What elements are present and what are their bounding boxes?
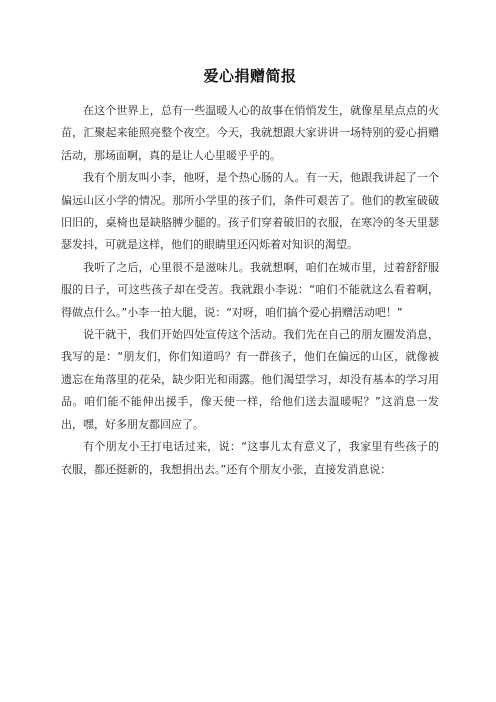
- paragraph-5: 有个朋友小王打电话过来，说：“这事儿太有意义了，我家里有些孩子的衣服，都还挺新的，我想捐出去。”还有个朋友小张，直接发消息说：: [61, 440, 439, 476]
- paragraph-2: 我有个朋友叫小李，他呀，是个热心肠的人。有一天，他跟我讲起了一个偏远山区小学的情况。那所小学里的孩子们，条件可艰苦了。他们的教室破破旧旧的，桌椅也是缺胳膊少腿的。孩子们穿着破旧的衣服，在寒冷的冬天里瑟瑟发抖，可就是这样，他们的眼睛里还闪烁着对知识的渴望。: [61, 171, 439, 252]
- document-title: 爱心捐赠简报: [203, 67, 297, 85]
- paragraph-3: 我听了之后，心里很不是滋味儿。我就想啊，咱们在城市里，过着舒舒服服的日子，可这些孩子却在受苦。我就跟小李说：“咱们不能就这么看着啊，得做点什么。”小李一拍大腿，说：“对呀，咱们搞个爱心捐赠活动吧！”: [61, 260, 439, 319]
- paragraph-4: 说干就干，我们开始四处宣传这个活动。我们先在自己的朋友圈发消息，我写的是：“朋友们，你们知道吗？有一群孩子，他们在偏远的山区，就像被遗忘在角落里的花朵，缺少阳光和雨露。他们渴望学习，却没有基本的学习用品。咱们能不能伸出援手，像天使一样，给他们送去温暖呢？”这消息一发出，嘿，好多朋友都回应了。: [61, 328, 439, 431]
- paragraph-1: 在这个世界上，总有一些温暖人心的故事在悄悄发生，就像星星点点的火苗，汇聚起来能照亮整个夜空。今天，我就想跟大家讲讲一场特别的爱心捐赠活动，那场面啊，真的是让人心里暖乎乎的。: [61, 104, 439, 162]
